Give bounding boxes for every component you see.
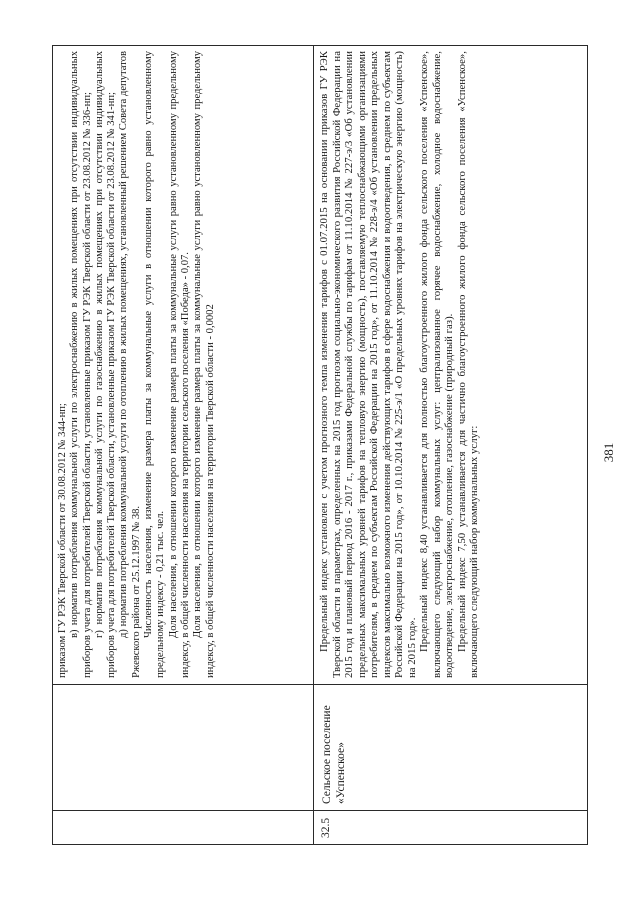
description-cell [314,46,587,684]
text-paragraph: Предельный индекс 7,50 устанавливается для частично благоустроенного жилого фонда сельского поселения «Успенское», включающего следующий набор коммунальных услуг: [455,51,480,678]
text-paragraph: д) норматив потребления коммунальной услуги по отоплению в жилых помещениях, установленный решением Совета депутатов Ржевского района от 25.12.1997 № 38. [118,51,142,678]
table-row [53,46,314,844]
text-paragraph: Доля населения, в отношении которого изменение размера платы за коммунальные услуги равно установленному предельному индексу, в общей численности населения на территории сельского поселения «Победа» - 0,07. [167,51,191,678]
row-number-cell: 32.5 [314,810,587,844]
settlement-name-cell [53,684,313,810]
text-paragraph: Численность населения, изменение размера платы за коммунальные услуги в отношении которого равно установленному предельному индексу - 0,21 тыс. чел. [143,51,167,678]
text-paragraph: Предельный индекс установлен с учетом прогнозного темпа изменения тарифов с 01.07.2015 на основании приказов ГУ РЭК Тверской области в параметрах, определенных на 2015 год прогнозом социально-экономического развития Российской Федерации на 2015 год и плановый период 2016 - 2017 г., приказами Федеральной службы по тарифам от 11.10.2014 № 227-э/3 «Об установлении предельных максимальных уровней тарифов на тепловую энергию (мощность), поставляемую теплоснабжающими организациями потребителям, в среднем по субъектам Российской Федерации на 2015 год», от 11.10.2014 № 228-э/4 «Об установлении предельных индексов максимально возможного изменения действующих тарифов в сфере водоснабжения и водоотведения, в среднем по субъектам Российской Федерации на 2015 год», от 10.10.2014 № 225-э/1 «О предельных уровнях тарифов на электрическую энергию (мощность) на 2015 год». [318,51,418,678]
text-paragraph: г) норматив потребления коммунальной услуги по газоснабжению в жилых помещениях при отсутствии индивидуальных приборов учета для потребителей Тверской области, установленные приказом ГУ РЭК Тверской области от 23.08.2012 № 341-нп; [93,51,118,678]
text-paragraph: в) норматив потребления коммунальной услуги по электроснабжению в жилых помещениях при отсутствии индивидуальных приборов учета для потребителей Тверской области, установленные приказом ГУ РЭК Тверской области от 23.08.2012 № 336-нп; [69,51,93,678]
text-paragraph: Предельный индекс 8,40 устанавливается для полностью благоустроенного жилого фонда сельского поселения «Успенское», включающего следующий набор коммунальных услуг: централизованное горячее водоснабжение, холодное водоснабжение, водоотведение, электроснабжение, отопление, газоснабжение (природный газ). [418,51,455,678]
row-number-cell [53,810,313,844]
description-cell [53,46,313,684]
tariff-table [52,45,588,845]
settlement-name-cell: Сельское поселение «Успенское» [314,684,587,810]
table-row [314,46,587,844]
text-paragraph: Доля населения, в отношении которого изменение размера платы за коммунальные услуги равно установленному предельному индексу, в общей численности населения на территории Тверской области - 0,0002 [192,51,216,678]
page-number: 381 [601,442,616,463]
text-paragraph: приказом ГУ РЭК Тверской области от 30.08.2012 № 344-нп; [57,403,68,678]
